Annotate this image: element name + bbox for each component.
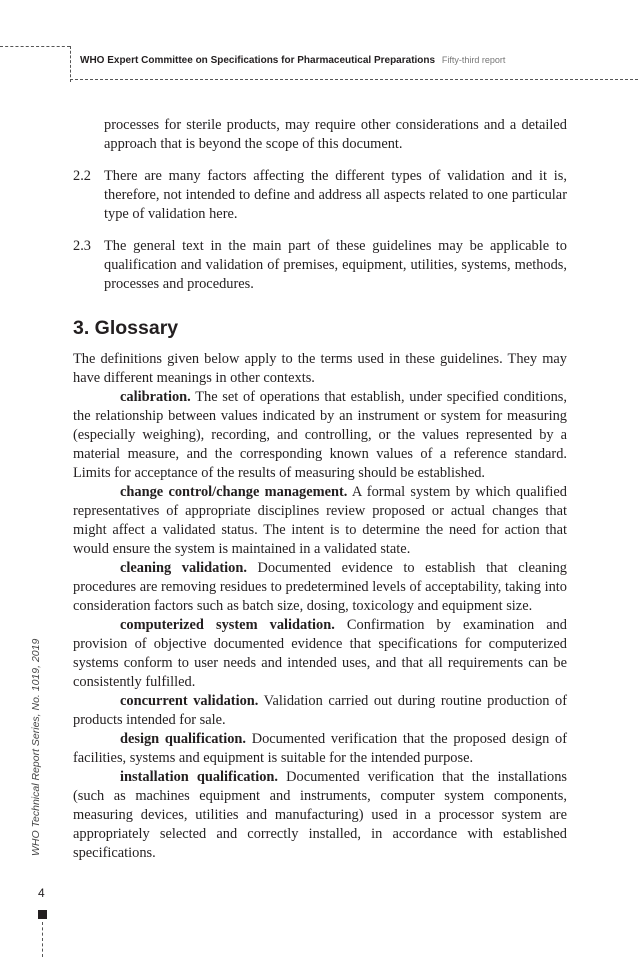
glossary-entry: [73, 559, 567, 616]
glossary-definition: Confirmation by examination and provision of objective documented evidence that specifications for computerized systems conform to user needs and intended uses, and that all requirements can be consistently fulfilled.: [73, 617, 567, 690]
section-heading: 3. Glossary: [73, 317, 179, 339]
page-body: [73, 116, 567, 863]
numbered-item: [73, 167, 567, 224]
series-side-label: WHO Technical Report Series, No. 1019, 2019: [30, 638, 42, 856]
footer-dash-vertical: [42, 922, 43, 957]
glossary-term: design qualification.: [120, 731, 247, 747]
glossary-term: change control/change management.: [120, 484, 348, 500]
glossary-term: concurrent validation.: [120, 693, 259, 709]
numbered-item: [73, 237, 567, 294]
glossary-intro: The definitions given below apply to the terms used in these guidelines. They may have different meanings in other contexts.: [73, 351, 567, 386]
running-header: [80, 55, 505, 66]
glossary-entry: [73, 692, 567, 730]
header-rule: [70, 79, 638, 80]
item-text: The general text in the main part of these guidelines may be applicable to qualification and validation of premises, equipment, utilities, systems, methods, processes and procedures.: [104, 238, 567, 292]
glossary-entry: [73, 483, 567, 559]
glossary-definition: Documented verification that the proposed design of facilities, systems and equipment is suitable for the intended purpose.: [73, 731, 567, 766]
glossary-entry: [73, 730, 567, 768]
page-number: 4: [38, 886, 45, 900]
glossary-entry: [73, 616, 567, 692]
glossary-entry: [73, 768, 567, 863]
glossary-term: cleaning validation.: [120, 560, 247, 576]
glossary-definition: Documented verification that the installations (such as machines equipment and instruments, computer system components, measuring devices, utilities and manufacturing) used in a processor system are appropriately selected and correctly installed, in accordance with established specifications.: [73, 769, 567, 861]
glossary-definition: The set of operations that establish, under specified conditions, the relationship between values indicated by an instrument or system for measuring (especially weighing), recording, and controlling, or the values represented by a material measure, and the corresponding known values of a reference standard. Limits for acceptance of the results of measuring should be established.: [73, 389, 567, 481]
item-number: 2.3: [73, 238, 91, 254]
header-dash-vertical: [70, 46, 71, 82]
glossary-definition: Documented evidence to establish that cleaning procedures are removing residues to predetermined levels of acceptability, taking into consideration factors such as batch size, dosing, toxicology and equipment size.: [73, 560, 567, 614]
glossary-definition: A formal system by which qualified representatives of appropriate disciplines review proposed or actual changes that might affect a validated status. The intent is to determine the need for action that would ensure the system is maintained in a validated state.: [73, 484, 568, 557]
glossary-definition: Validation carried out during routine production of products intended for sale.: [73, 693, 568, 728]
glossary-term: calibration.: [120, 389, 191, 405]
glossary-entry: [73, 388, 567, 483]
glossary-term: installation qualification.: [120, 769, 279, 785]
running-header-title: WHO Expert Committee on Specifications for Pharmaceutical Preparations: [80, 55, 436, 66]
continuation-paragraph: processes for sterile products, may require other considerations and a detailed approach that is beyond the scope of this document.: [104, 117, 567, 152]
glossary-term: computerized system validation.: [120, 617, 335, 633]
page-marker: [38, 910, 47, 919]
header-dash-left: [0, 46, 70, 47]
item-text: There are many factors affecting the different types of validation and it is, therefore, not intended to define and address all aspects related to one particular type of validation here.: [104, 168, 567, 222]
item-number: 2.2: [73, 168, 91, 184]
running-header-subtitle: Fifty-third report: [441, 55, 506, 65]
